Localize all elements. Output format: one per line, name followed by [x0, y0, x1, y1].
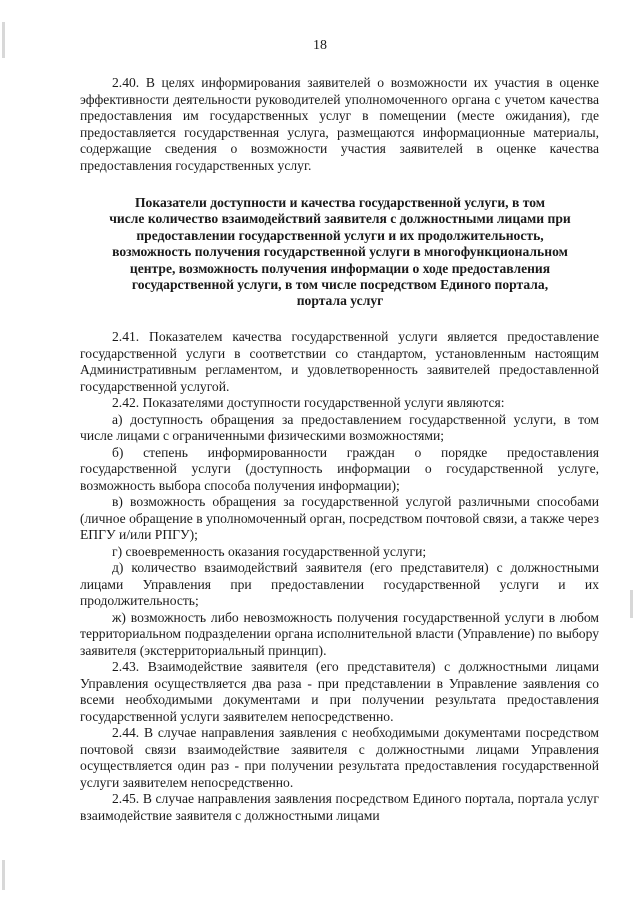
- page-number: 18: [313, 38, 327, 53]
- list-item-a: а) доступность обращения за предоставлением государственной услуги, в том числе лицами с ограниченными физическими возможностями;: [80, 411, 599, 443]
- scan-edge-mark-bottom: [2, 860, 5, 890]
- paragraph-2-40: 2.40. В целях информирования заявителей о возможности их участия в оценке эффективности деятельности руководителей уполномоченного органа с учетом качества предоставления им государственных услуг в помещении (месте ожидания), где предоставляется государственная услуга, размещаются информационные материалы, содержащие сведения о возможности участия заявителей в оценке качества предоставления государственных услуг.: [80, 75, 599, 173]
- list-item-v: в) возможность обращения за государственной услугой различными способами (личное обращение в уполномоченный орган, посредством почтовой связи, а также через ЕПГУ и/или РПГУ);: [80, 494, 599, 542]
- paragraph-2-45: 2.45. В случае направления заявления посредством Единого портала, портала услуг взаимодействие заявителя с должностными лицами: [80, 791, 599, 823]
- list-item-d: д) количество взаимодействий заявителя (его представителя) с должностными лицами Управления при предоставлении государственной услуги и их продолжительность;: [80, 560, 599, 608]
- list-item-zh: ж) возможность либо невозможность получения государственной услуги в любом территориальном подразделении органа исполнительной власти (Управление) по выбору заявителя (экстерриториальный принцип).: [80, 609, 599, 658]
- heading-line: возможность получения государственной услуги в многофункциональном: [112, 244, 568, 260]
- paragraph-block-main: [80, 329, 599, 824]
- heading-line: Показатели доступности и качества государственной услуги, в том: [134, 195, 545, 210]
- heading-line: центре, возможность получения информации о ходе предоставления: [129, 260, 551, 276]
- paragraph-2-41: 2.41. Показателем качества государственной услуги является предоставление государственной услуги в соответствии со стандартом, установленным настоящим Административным регламентом, и удовлетворенность заявителей предоставленной государственной услугой.: [80, 329, 599, 394]
- heading-line: портала услуг: [296, 293, 384, 309]
- paragraph-2-44: 2.44. В случае направления заявления с необходимыми документами посредством почтовой связи взаимодействие заявителя с должностными лицами Управления осуществляется один раз - при получении результата предоставления государственной услуги заявителем непосредственно.: [80, 725, 599, 790]
- list-item-b: б) степень информированности граждан о порядке предоставления государственной услуги (доступность информации о государственной услуге, возможность выбора способа получения информации);: [80, 444, 599, 493]
- paragraph-block-intro: [80, 75, 599, 174]
- paragraph-2-42: 2.42. Показателями доступности государственной услуги являются:: [112, 395, 505, 410]
- scan-edge-mark-right: [630, 590, 633, 618]
- heading-line: числе количество взаимодействий заявителя с должностными лицами при: [109, 211, 571, 227]
- list-item-g: г) своевременность оказания государственной услуги;: [112, 543, 427, 559]
- section-heading: [86, 195, 594, 310]
- heading-line: государственной услуги, в том числе посредством Единого портала,: [131, 277, 549, 293]
- heading-line: предоставлении государственной услуги и их продолжительность,: [136, 227, 544, 243]
- paragraph-2-43: 2.43. Взаимодействие заявителя (его представителя) с должностными лицами Управления осуществляется два раза - при представлении в Управление заявления со всеми необходимыми документами и при получении результата предоставления государственной услуги заявителем непосредственно.: [80, 659, 599, 724]
